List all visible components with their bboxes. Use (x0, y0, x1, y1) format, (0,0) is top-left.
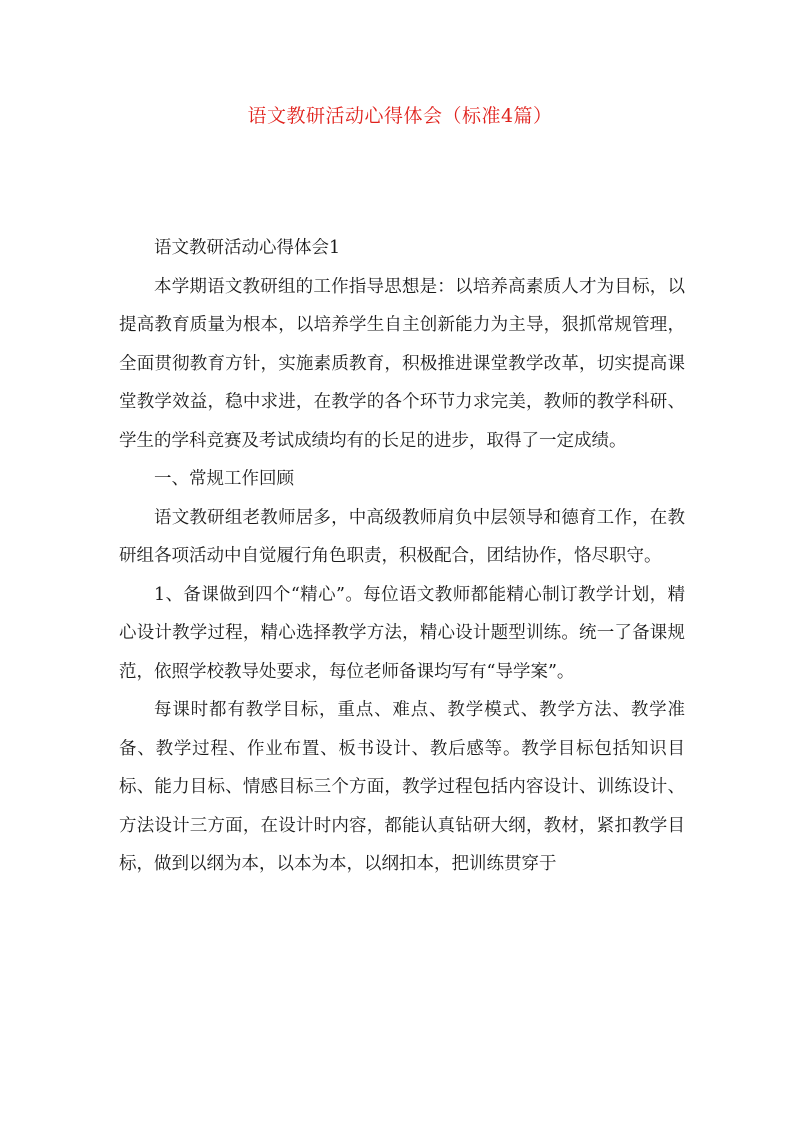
document-title: 语文教研活动心得体会（标准4篇） (247, 105, 553, 127)
section-heading: 语文教研活动心得体会1 (154, 238, 341, 258)
paragraph: 本学期语文教研组的工作指导思想是：以培养高素质人才为目标，以提高教育质量为根本，以培养学生自主创新能力为主导，狠抓常规管理，全面贯彻教育方针，实施素质教育，积极推进课堂教学改革，切实提高课堂教学效益，稳中求进，在教学的各个环节力求完美，教师的教学科研、学生的学科竞赛及考试成绩均有的长足的进步，取得了一定成绩。 (119, 276, 685, 451)
paragraph: 每课时都有教学目标，重点、难点、教学模式、教学方法、教学准备、教学过程、作业布置、板书设计、教后感等。教学目标包括知识目标、能力目标、情感目标三个方面，教学过程包括内容设计、训练设计、方法设计三方面，在设计时内容，都能认真钻研大纲，教材，紧扣教学目标，做到以纲为本，以本为本，以纲扣本，把训练贯穿于 (119, 700, 685, 874)
paragraph: 1、备课做到四个“精心”。每位语文教师都能精心制订教学计划，精心设计教学过程，精心选择教学方法，精心设计题型训练。统一了备课规范，依照学校教导处要求，每位老师备课均写有“导学案”。 (119, 584, 685, 682)
section-heading: 一、常规工作回顾 (154, 469, 294, 489)
paragraph: 语文教研组老教师居多，中高级教师肩负中层领导和德育工作，在教研组各项活动中自觉履行角色职责，积极配合，团结协作，恪尽职守。 (119, 507, 685, 566)
document-body (119, 229, 685, 884)
